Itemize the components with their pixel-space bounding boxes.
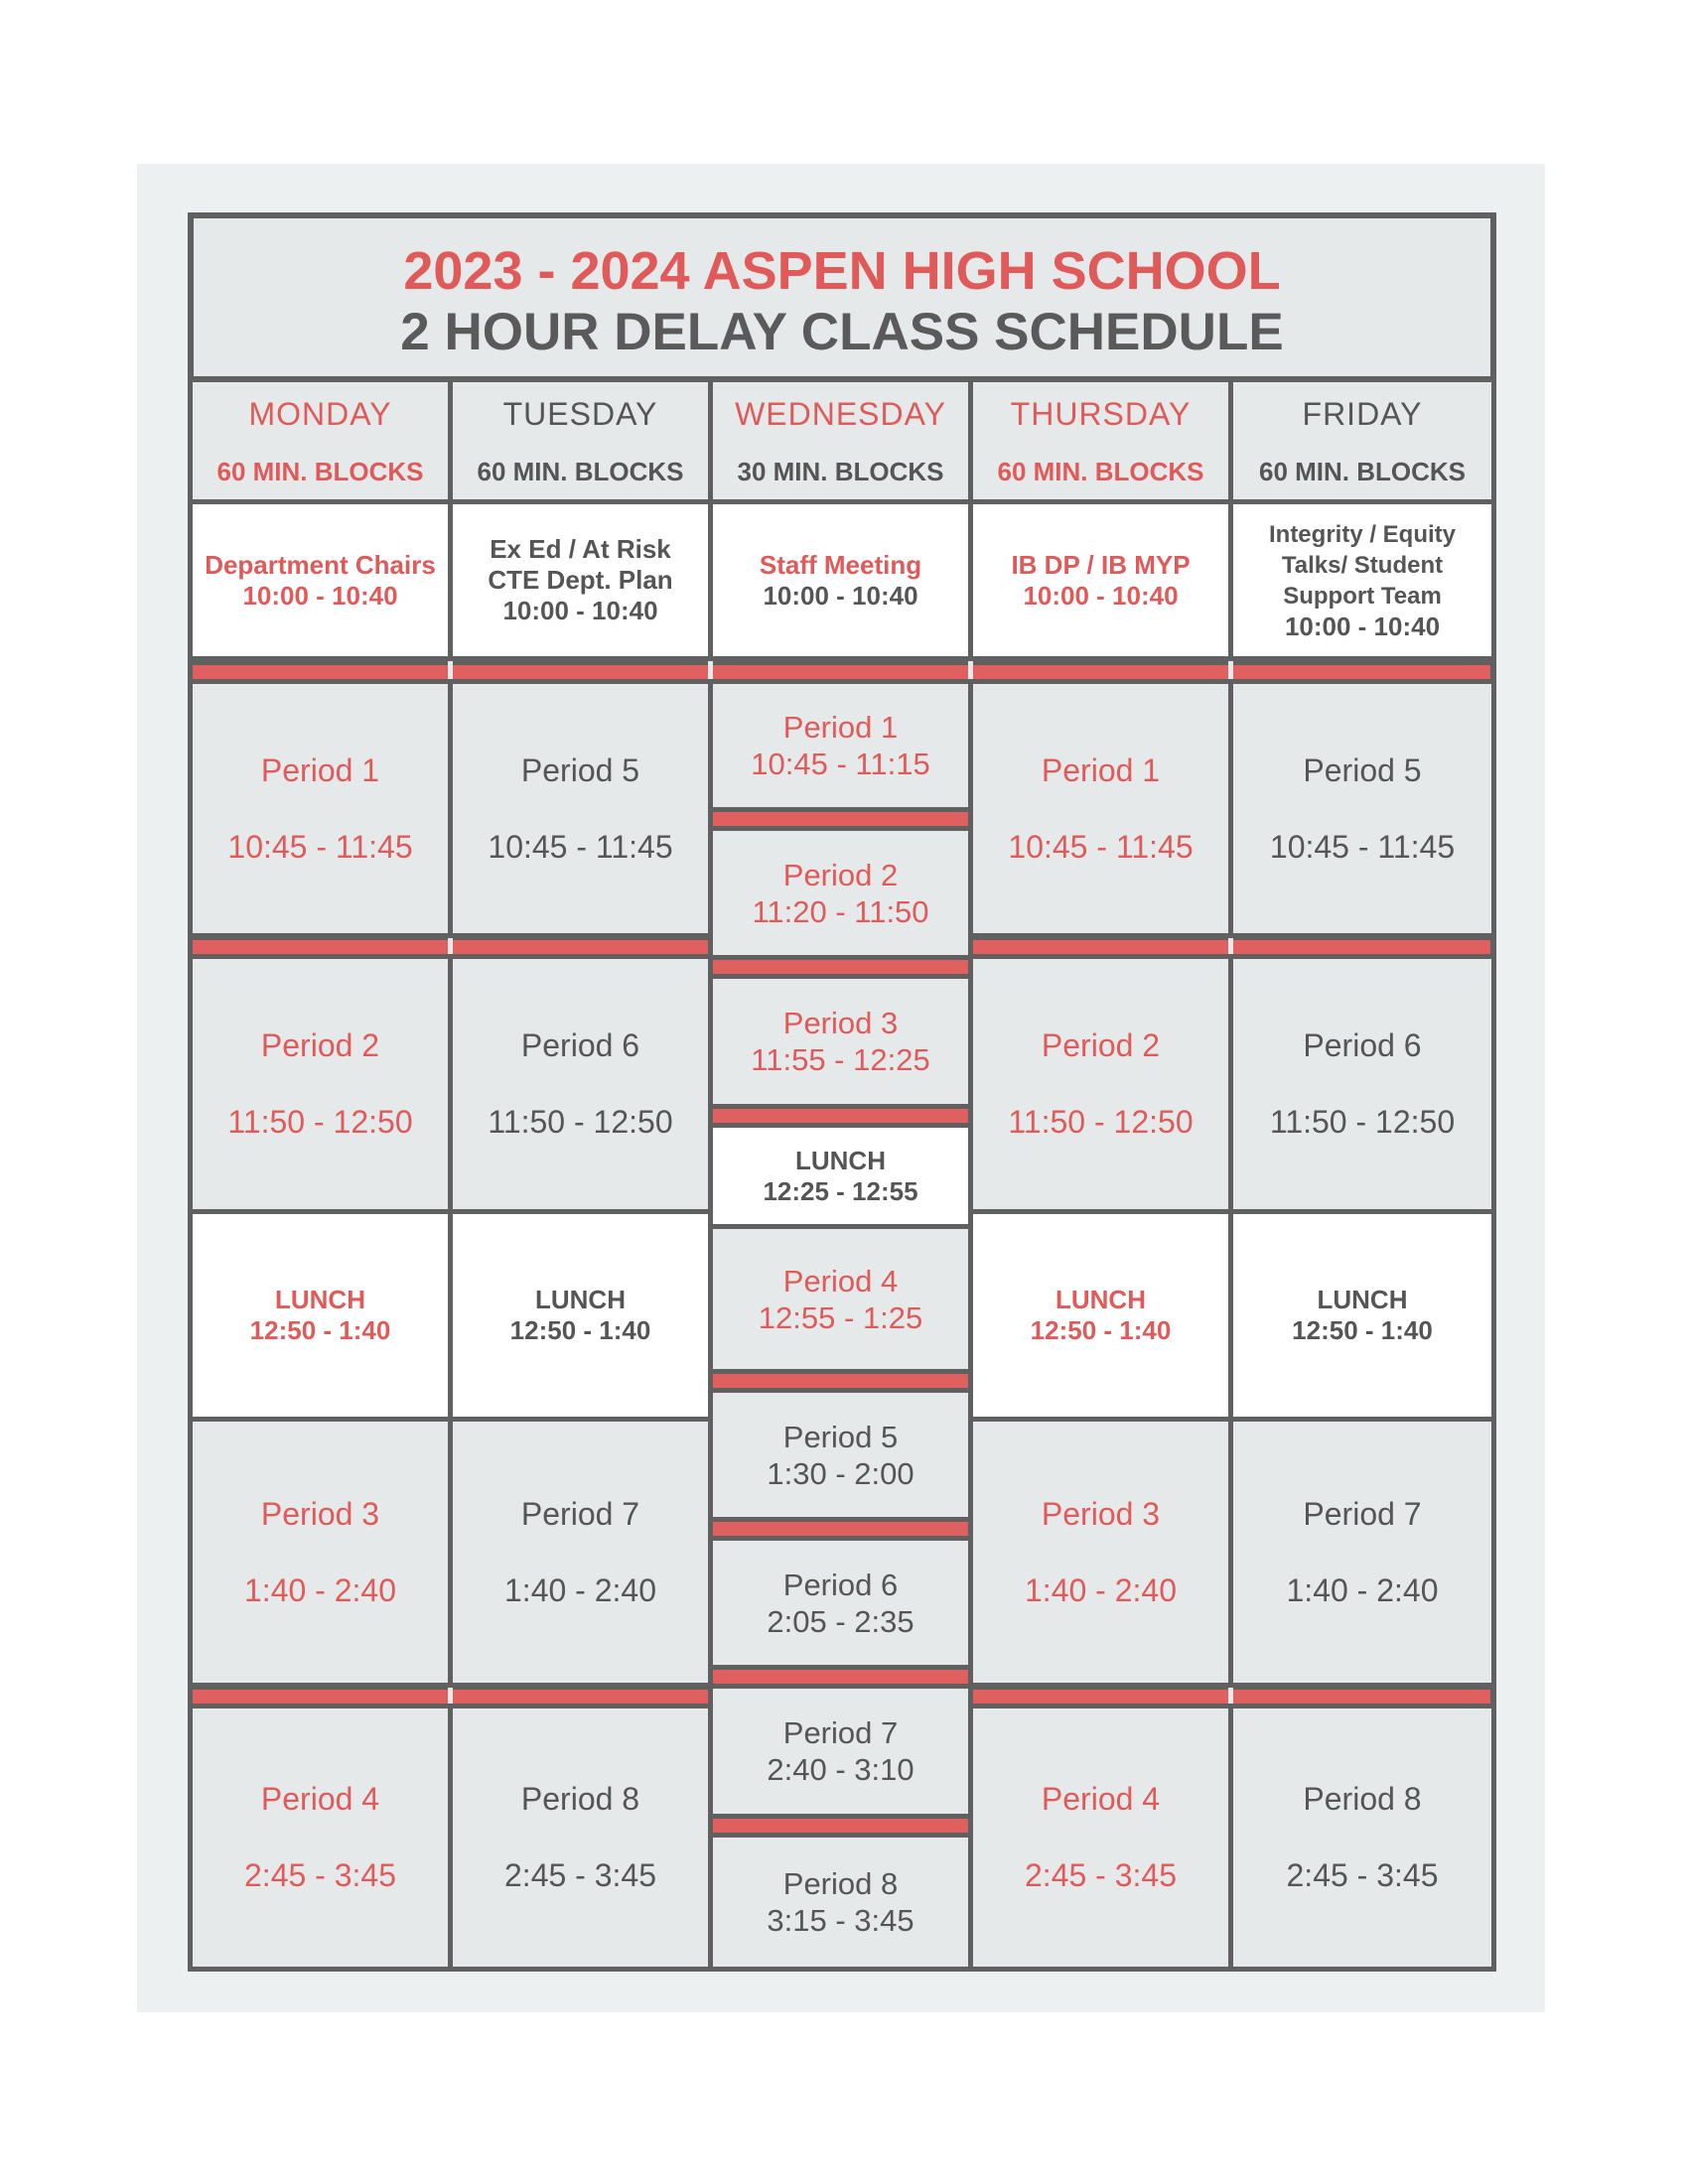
- header-tuesday: [448, 377, 713, 504]
- lunch-label: LUNCH: [1055, 1285, 1146, 1314]
- period-time: 10:45 - 11:45: [488, 828, 673, 865]
- meeting-line: Support Team: [1283, 582, 1442, 610]
- period-label: Period 4: [260, 1781, 380, 1817]
- period-label: Period 7: [520, 1495, 640, 1532]
- period-time: 10:45 - 11:45: [1008, 828, 1194, 865]
- period-time: 11:20 - 11:50: [752, 893, 929, 929]
- wednesday-block-1: [708, 679, 973, 812]
- period-label: Period 8: [782, 1866, 899, 1901]
- lunch-label: LUNCH: [535, 1285, 626, 1314]
- period-label: Period 4: [1041, 1781, 1161, 1817]
- friday-block-1: [1228, 679, 1496, 938]
- header-monday: [188, 377, 453, 504]
- lunch-time: 12:25 - 12:55: [763, 1175, 918, 1206]
- lunch-label: LUNCH: [1317, 1285, 1408, 1314]
- period-time: 2:45 - 3:45: [1286, 1857, 1439, 1893]
- monday-block-2: [188, 954, 453, 1214]
- period-label: Period 6: [520, 1027, 640, 1063]
- lunch-label: LUNCH: [795, 1145, 886, 1175]
- period-time: 11:50 - 12:50: [1008, 1104, 1194, 1140]
- period-time: 2:45 - 3:45: [1025, 1857, 1177, 1893]
- period-time: 2:05 - 2:35: [767, 1603, 914, 1639]
- meeting-friday: [1228, 499, 1496, 661]
- meeting-line: Department Chairs: [205, 549, 436, 580]
- tuesday-block-3: [448, 1417, 713, 1688]
- thursday-block-3: [968, 1417, 1233, 1688]
- period-time: 1:30 - 2:00: [767, 1455, 914, 1491]
- period-time: 2:45 - 3:45: [504, 1857, 656, 1893]
- tuesday-block-1: [448, 679, 713, 938]
- title-line-1: 2023 - 2024 ASPEN HIGH SCHOOL: [403, 241, 1281, 301]
- lunch-label: LUNCH: [275, 1285, 365, 1314]
- meeting-time: 10:00 - 10:40: [1284, 611, 1441, 641]
- period-time: 2:40 - 3:10: [767, 1752, 914, 1787]
- block-length: 60 MIN. BLOCKS: [216, 457, 424, 486]
- monday-block-3: [188, 1417, 453, 1688]
- block-length: 60 MIN. BLOCKS: [1258, 457, 1467, 486]
- meeting-line: IB DP / IB MYP: [1011, 549, 1191, 580]
- period-label: Period 4: [782, 1263, 899, 1298]
- wednesday-block-5: [708, 1388, 973, 1522]
- period-label: Period 1: [1041, 751, 1161, 788]
- meeting-line: Integrity / Equity: [1268, 520, 1456, 548]
- tuesday-lunch: [448, 1209, 713, 1422]
- meeting-tuesday: [448, 499, 713, 661]
- period-time: 10:45 - 11:45: [1269, 828, 1456, 865]
- period-time: 10:45 - 11:45: [227, 828, 413, 865]
- header-thursday: [968, 377, 1233, 504]
- day-name: FRIDAY: [1302, 396, 1423, 432]
- period-label: Period 8: [1303, 1781, 1422, 1817]
- lunch-time: 12:50 - 1:40: [1292, 1315, 1433, 1345]
- period-time: 1:40 - 2:40: [504, 1571, 656, 1608]
- thursday-block-1: [968, 679, 1233, 938]
- period-time: 1:40 - 2:40: [1025, 1571, 1177, 1608]
- wednesday-block-6: [708, 1536, 973, 1670]
- lunch-time: 12:50 - 1:40: [249, 1315, 391, 1345]
- wednesday-block-2: [708, 826, 973, 960]
- block-length: 60 MIN. BLOCKS: [477, 457, 684, 486]
- meeting-line: CTE Dept. Plan: [488, 565, 673, 595]
- meeting-line: Talks/ Student: [1281, 551, 1444, 579]
- period-time: 11:50 - 12:50: [227, 1104, 413, 1140]
- wednesday-block-8: [708, 1833, 973, 1972]
- period-label: Period 6: [782, 1567, 899, 1602]
- period-time: 11:55 - 12:25: [751, 1042, 930, 1077]
- period-label: Period 2: [1041, 1027, 1161, 1063]
- tuesday-block-4: [448, 1704, 713, 1972]
- meeting-line: Staff Meeting: [759, 549, 922, 580]
- period-time: 1:40 - 2:40: [244, 1571, 396, 1608]
- period-label: Period 5: [520, 751, 640, 788]
- monday-block-4: [188, 1704, 453, 1972]
- period-label: Period 6: [1303, 1027, 1422, 1063]
- thursday-block-4: [968, 1704, 1233, 1972]
- meeting-time: 10:00 - 10:40: [763, 580, 918, 611]
- meeting-time: 10:00 - 10:40: [1023, 580, 1179, 611]
- wednesday-lunch: [708, 1123, 973, 1229]
- lunch-time: 12:50 - 1:40: [509, 1315, 651, 1345]
- period-label: Period 2: [260, 1027, 380, 1063]
- period-label: Period 7: [1303, 1495, 1422, 1532]
- period-time: 10:45 - 11:15: [751, 747, 930, 781]
- meeting-time: 10:00 - 10:40: [502, 596, 658, 625]
- day-name: WEDNESDAY: [735, 396, 946, 432]
- period-label: Period 8: [520, 1781, 640, 1817]
- period-label: Period 2: [782, 857, 899, 892]
- friday-lunch: [1228, 1209, 1496, 1422]
- wednesday-block-7: [708, 1684, 973, 1819]
- friday-block-3: [1228, 1417, 1496, 1688]
- period-label: Period 3: [1041, 1495, 1161, 1532]
- title-line-2: 2 HOUR DELAY CLASS SCHEDULE: [400, 303, 1284, 361]
- header-wednesday: [708, 377, 973, 504]
- block-length: 30 MIN. BLOCKS: [737, 457, 944, 486]
- period-label: Period 3: [260, 1495, 380, 1532]
- day-name: THURSDAY: [1010, 396, 1192, 432]
- meeting-line: Ex Ed / At Risk: [490, 534, 671, 564]
- lunch-time: 12:50 - 1:40: [1030, 1315, 1172, 1345]
- period-time: 3:15 - 3:45: [767, 1903, 914, 1938]
- period-label: Period 5: [1303, 751, 1422, 788]
- period-label: Period 3: [782, 1006, 899, 1040]
- friday-block-2: [1228, 954, 1496, 1214]
- day-name: TUESDAY: [502, 396, 658, 432]
- meeting-monday: [188, 499, 453, 661]
- period-label: Period 7: [782, 1715, 899, 1750]
- period-time: 11:50 - 12:50: [1269, 1104, 1456, 1140]
- period-time: 2:45 - 3:45: [244, 1857, 396, 1893]
- period-time: 11:50 - 12:50: [488, 1104, 673, 1140]
- header-friday: [1228, 377, 1496, 504]
- wednesday-block-4: [708, 1224, 973, 1374]
- tuesday-block-2: [448, 954, 713, 1214]
- block-length: 60 MIN. BLOCKS: [997, 457, 1204, 486]
- period-label: Period 5: [782, 1419, 899, 1454]
- thursday-lunch: [968, 1209, 1233, 1422]
- monday-block-1: [188, 679, 453, 938]
- period-time: 12:55 - 1:25: [758, 1299, 923, 1335]
- period-label: Period 1: [782, 710, 899, 745]
- monday-lunch: [188, 1209, 453, 1422]
- period-time: 1:40 - 2:40: [1286, 1571, 1439, 1608]
- thursday-block-2: [968, 954, 1233, 1214]
- wednesday-block-3: [708, 974, 973, 1109]
- meeting-time: 10:00 - 10:40: [242, 580, 398, 611]
- meeting-wednesday: [708, 499, 973, 661]
- friday-block-4: [1228, 1704, 1496, 1972]
- meeting-thursday: [968, 499, 1233, 661]
- period-label: Period 1: [260, 751, 380, 788]
- day-name: MONDAY: [248, 396, 392, 432]
- title-box: [188, 212, 1496, 382]
